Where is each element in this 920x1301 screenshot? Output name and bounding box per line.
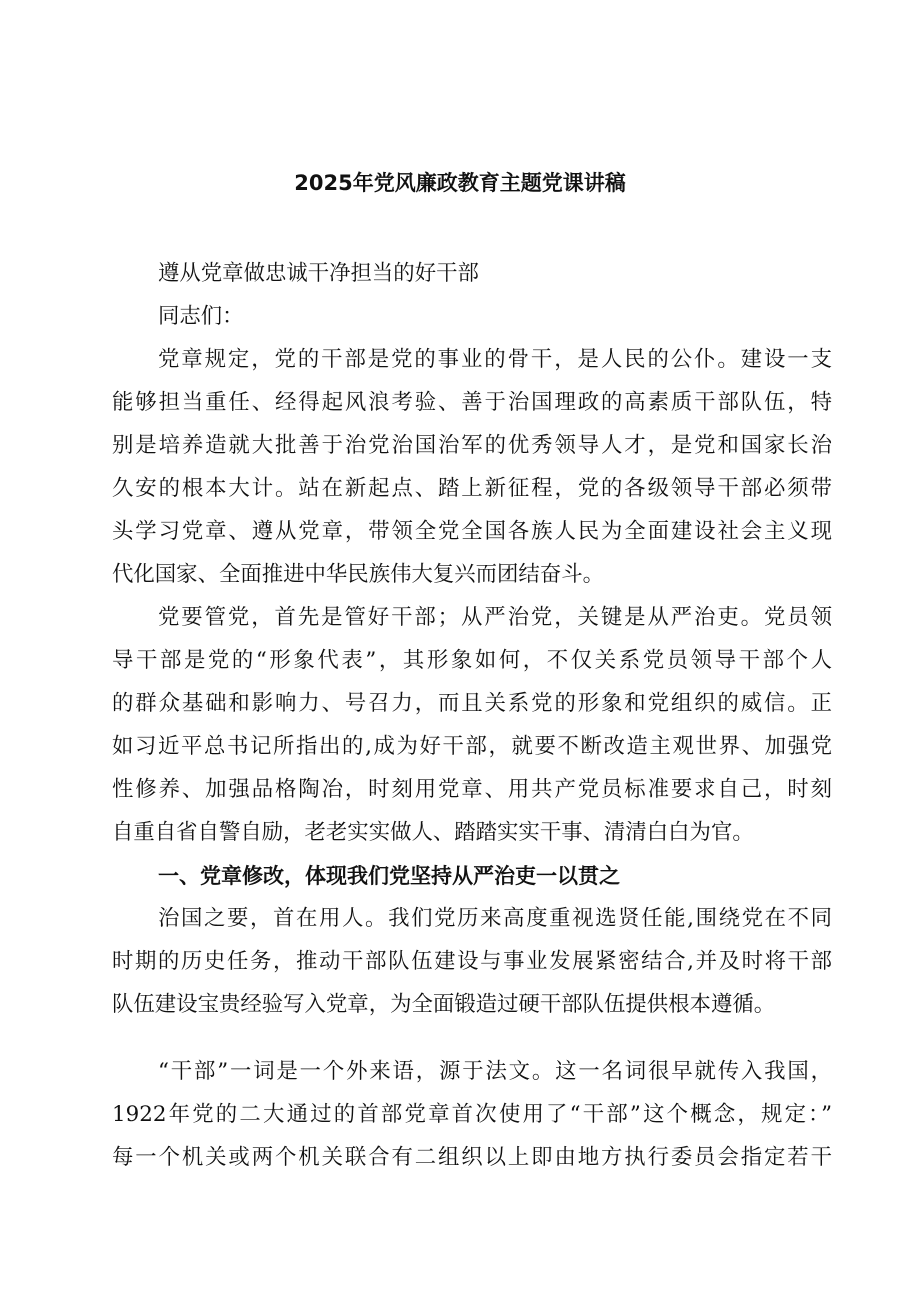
paragraph-1-line-1: 党章规定，党的干部是党的事业的骨干，是人民的公仆。建设一支 — [158, 347, 832, 372]
paragraph-4-line-1: “干部”一词是一个外来语，源于法文。这一名词很早就传入我国， — [158, 1059, 832, 1084]
paragraph-2-line-1: 党要管党，首先是管好干部；从严治党，关键是从严治吏。党员领 — [158, 605, 832, 630]
paragraph-1-line-5: 头学习党章、遵从党章，带领全党全国各族人民为全面建设社会主义现 — [112, 519, 832, 544]
document-subtitle: 遵从党章做忠诚干净担当的好干部 — [158, 261, 479, 286]
paragraph-2-line-5: 性修养、加强品格陶冶，时刻用党章、用共产党员标准要求自己，时刻 — [112, 777, 832, 802]
salutation: 同志们： — [158, 304, 244, 329]
paragraph-4-line-2: 1922年党的二大通过的首部党章首次使用了“干部”这个概念，规定：” — [112, 1102, 832, 1127]
paragraph-2-line-2: 导干部是党的“形象代表”，其形象如何，不仅关系党员领导干部个人 — [112, 648, 832, 673]
paragraph-3-line-2: 时期的历史任务，推动干部队伍建设与事业发展紧密结合,并及时将干部 — [112, 949, 832, 974]
document-title: 2025年党风廉政教育主题党课讲稿 — [294, 171, 626, 195]
paragraph-1-line-3: 别是培养造就大批善于治党治国治军的优秀领导人才，是党和国家长治 — [112, 433, 832, 458]
paragraph-1-line-4: 久安的根本大计。站在新起点、踏上新征程，党的各级领导干部必须带 — [112, 476, 832, 501]
paragraph-2-line-3: 的群众基础和影响力、号召力，而且关系党的形象和党组织的威信。正 — [112, 691, 832, 716]
section-1-heading: 一、党章修改，体现我们党坚持从严治吏一以贯之 — [158, 864, 620, 888]
paragraph-2-line-6: 自重自省自警自励，老老实实做人、踏踏实实干事、清清白白为官。 — [112, 820, 754, 845]
paragraph-2-line-4: 如习近平总书记所指出的,成为好干部，就要不断改造主观世界、加强党 — [112, 734, 832, 759]
paragraph-3-line-3: 队伍建设宝贵经验写入党章，为全面锻造过硬干部队伍提供根本遵循。 — [112, 992, 776, 1017]
paragraph-4-line-3: 每一个机关或两个机关联合有二组织以上即由地方执行委员会指定若干 — [112, 1145, 832, 1170]
paragraph-3-line-1: 治国之要，首在用人。我们党历来高度重视选贤任能,围绕党在不同 — [158, 906, 832, 931]
paragraph-1-line-2: 能够担当重任、经得起风浪考验、善于治国理政的高素质干部队伍，特 — [112, 390, 832, 415]
paragraph-1-line-6: 代化国家、全面推进中华民族伟大复兴而团结奋斗。 — [112, 562, 604, 587]
